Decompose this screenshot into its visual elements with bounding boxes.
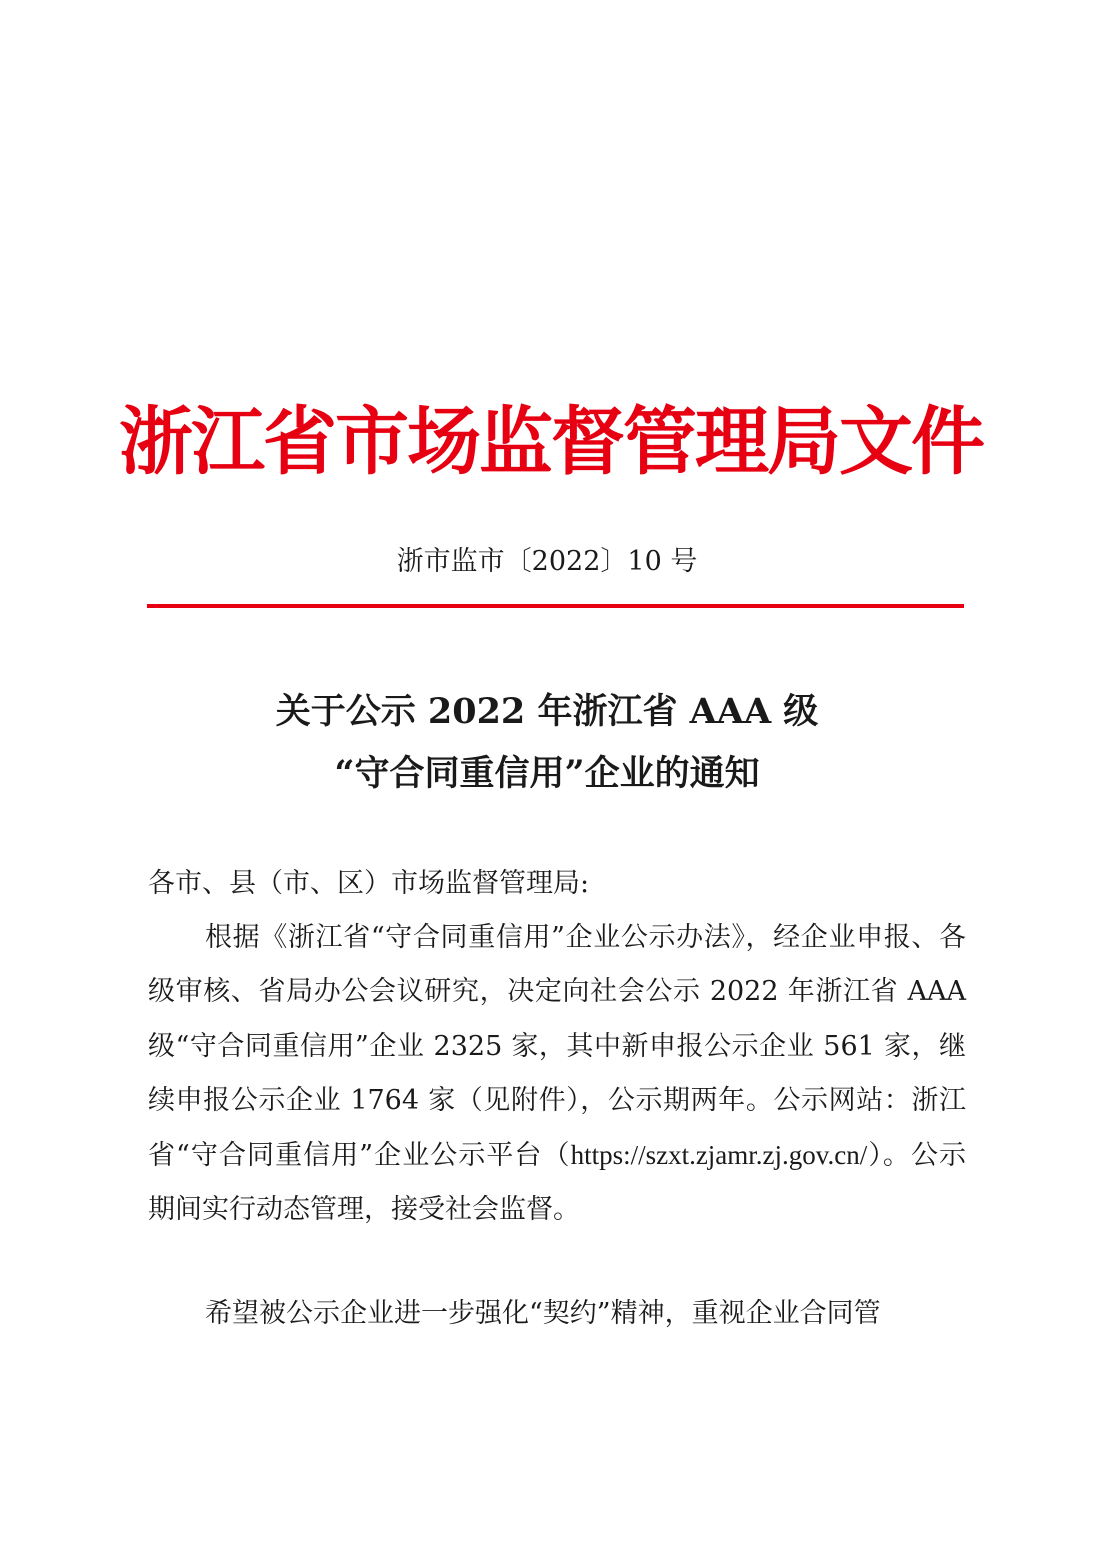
notice-title (0, 681, 1094, 805)
paragraph-1-text-after-link: ）。公示期间实行动态管理，接受社会监督。 (148, 1140, 967, 1226)
publicity-platform-link[interactable]: https://szxt.zjamr.zj.gov.cn/ (570, 1140, 868, 1171)
body-paragraph-2: 希望被公示企业进一步强化“契约”精神，重视企业合同管 (205, 1298, 881, 1329)
document-number: 浙市监市〔2022〕10 号 (396, 546, 698, 577)
notice-title-line-1: 关于公示 2022 年浙江省 AAA 级 (275, 691, 819, 732)
red-divider (147, 604, 964, 608)
salutation: 各市、县（市、区）市场监督管理局: (148, 868, 590, 899)
body-paragraph-1 (148, 911, 966, 1238)
issuing-authority-title: 浙江省市场监督管理局文件 (119, 399, 983, 485)
paragraph-1-text-before-link: 根据《浙江省“守合同重信用”企业公示办法》，经企业申报、各级审核、省局办公会议研究，决定向社会公示 2022 年浙江省 AAA 级“守合同重信用”企业 2325 家，其中新申报公示企业 561 家，继续申报公示企业 1764 家（见附件），公示期两年。公示网站：浙江省“守合同重信用”企业公示平台（ (148, 922, 966, 1172)
notice-title-line-2: “守合同重信用”企业的通知 (334, 753, 760, 794)
